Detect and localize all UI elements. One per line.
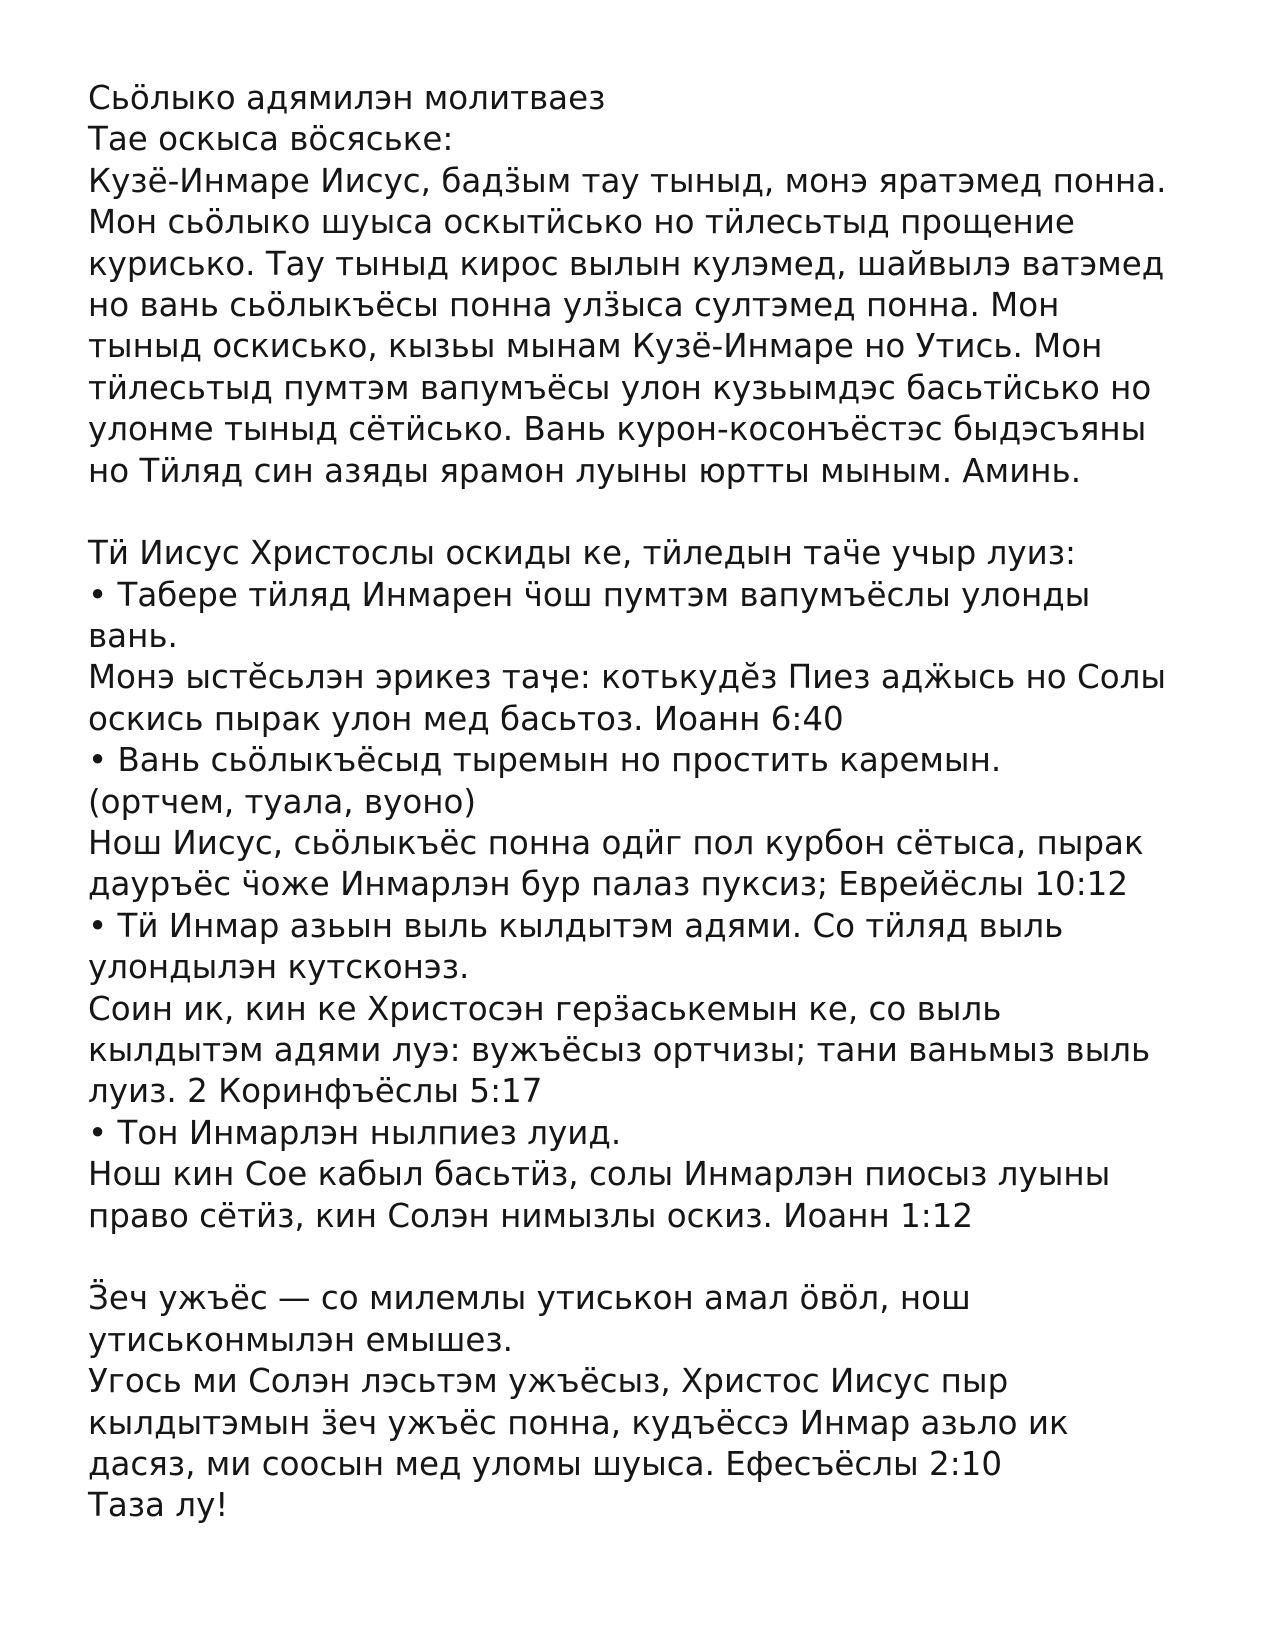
text-line: Мон сьӧлыко шуыса оскытӥсько но тӥлесьтыд прощение (88, 203, 1075, 242)
text-line: вань. (88, 617, 178, 656)
text-line: кылдытэмын ӟеч ужъёс понна, кудъёссэ Инмар азьло ик (88, 1403, 1069, 1442)
text-line: Тӥ Иисус Христослы оскиды ке, тӥледын таӵе учыр луиз: (88, 534, 1076, 573)
bullet-line: • Вань сьӧлыкъёсыд тыремын но простить каремын. (88, 741, 1002, 780)
good-works-section (88, 1278, 1248, 1526)
text-line: (ортчем, туала, вуоно) (88, 782, 477, 821)
text-line: Ӟеч ужъёс — со милемлы утиськон амал ӧвӧл, нош (88, 1279, 971, 1318)
text-line: Монэ ыстӗсьлэн эрикез таӌе: котькудӗз Пиез адӝысь но Солы (88, 658, 1167, 697)
text-line: дасяз, ми соосын мед уломы шуыса. Ефесъёслы 2:10 (88, 1444, 1003, 1483)
paragraph-spacer (88, 1237, 1248, 1278)
text-line: Соин ик, кин ке Христосэн герӟаськемын ке, со выль (88, 989, 1002, 1028)
bullet-line: • Тон Инмарлэн нылпиез луид. (88, 1113, 622, 1152)
text-line: кылдытэм адями луэ: вужъёсыз ортчизы; тани ваньмыз выль (88, 1030, 1151, 1069)
text-line: Угось ми Солэн лэсьтэм ужъёсыз, Христос Иисус пыр (88, 1362, 1009, 1401)
bullet-line: • Тӥ Инмар азьын выль кылдытэм адями. Со тӥляд выль (88, 906, 1064, 945)
document-page (88, 78, 1248, 1527)
text-line: тыныд оскисько, кызьы мынам Кузё-Инмаре но Утись. Мон (88, 327, 1103, 366)
text-line: Тае оскыса вӧсяське: (88, 120, 454, 159)
text-line: утиськонмылэн емышез. (88, 1320, 513, 1359)
text-line: Нош кин Сое кабыл басьтӥз, солы Инмарлэн пиосыз луыны (88, 1155, 1111, 1194)
closing-line: Таза лу! (88, 1486, 229, 1525)
text-line: но Тӥляд син азяды ярамон луыны юртты мыным. Аминь. (88, 451, 1082, 490)
text-line: улонме тыныд сётӥсько. Вань курон-косонъёстэс быдэсъяны (88, 410, 1147, 449)
intro-paragraph (88, 78, 1248, 492)
text-line: право сётӥз, кин Солэн нимызлы оскиз. Иоанн 1:12 (88, 1196, 974, 1235)
paragraph-spacer (88, 492, 1248, 533)
text-line: оскись пырак улон мед басьтоз. Иоанн 6:40 (88, 699, 844, 738)
text-line: но вань сьӧлыкъёсы понна улӟыса султэмед понна. Мон (88, 285, 1060, 324)
text-line: Нош Иисус, сьӧлыкъёс понна одӥг пол курбон сётыса, пырак (88, 824, 1144, 863)
prayer-title: Сьӧлыко адямилэн молитваез (88, 79, 606, 117)
text-line: луиз. 2 Коринфъёслы 5:17 (88, 1072, 543, 1111)
text-line: улондылэн кутсконэз. (88, 948, 470, 987)
assurance-section (88, 533, 1248, 1237)
text-line: курисько. Тау тыныд кирос вылын кулэмед, шайвылэ ватэмед (88, 244, 1165, 283)
bullet-line: • Табере тӥляд Инмарен ӵош пумтэм вапумъёслы улонды (88, 575, 1091, 614)
text-line: тӥлесьтыд пумтэм вапумъёсы улон кузьымдэс басьтӥсько но (88, 368, 1152, 407)
text-line: дауръёс ӵоже Инмарлэн бур палаз пуксиз; Еврейёслы 10:12 (88, 865, 1128, 904)
text-line: Кузё-Инмаре Иисус, бадӟым тау тыныд, монэ яратэмед понна. (88, 161, 1167, 200)
